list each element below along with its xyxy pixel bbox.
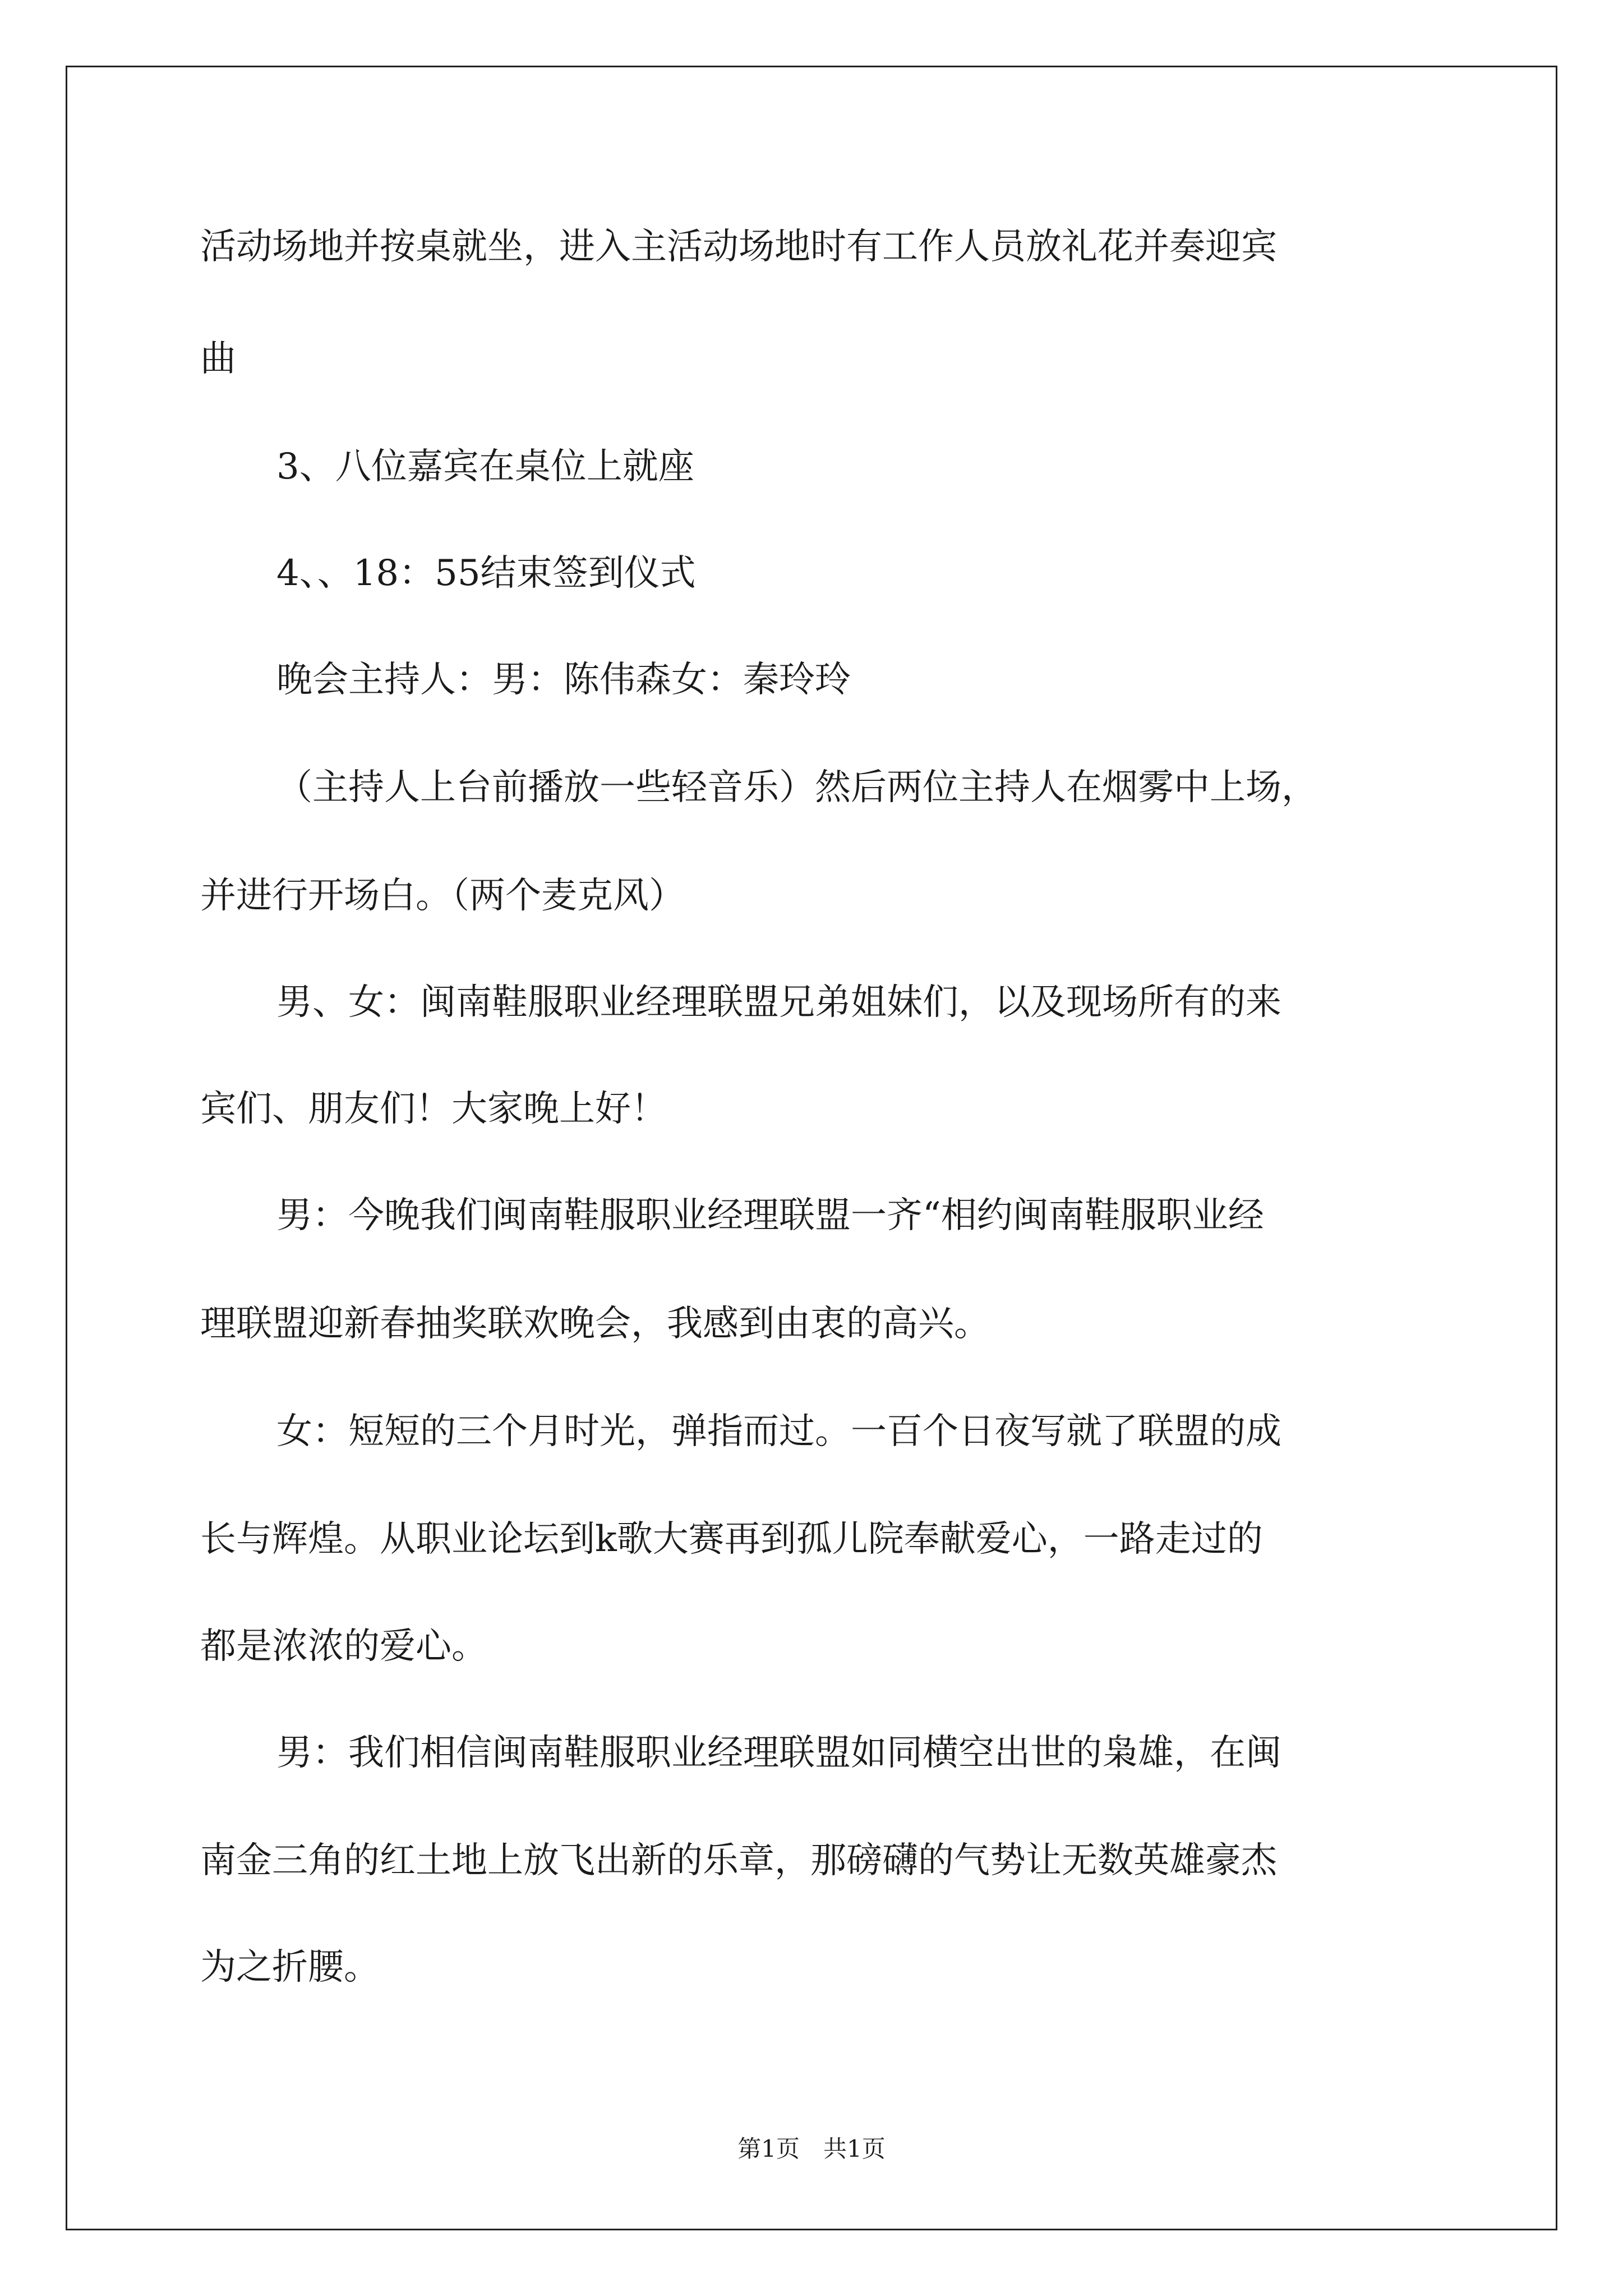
- page-number: 第1页 共1页: [737, 2135, 886, 2162]
- paragraph-line: 男：我们相信闽南鞋服职业经理联盟如同横空出世的枭雄，在闽: [276, 1732, 1281, 1774]
- paragraph-line: 晚会主持人：男：陈伟森女：秦玲玲: [276, 659, 851, 701]
- paragraph-line: 都是浓浓的爱心。: [200, 1626, 487, 1667]
- paragraph-line: 长与辉煌。从职业论坛到k歌大赛再到孤儿院奉献爱心，一路走过的: [200, 1519, 1263, 1560]
- paragraph-line: 3、八位嘉宾在桌位上就座: [276, 446, 694, 487]
- paragraph-line: 活动场地并按桌就坐，进入主活动场地时有工作人员放礼花并奏迎宾: [200, 226, 1277, 268]
- paragraph-line: 为之折腰。: [200, 1947, 380, 1988]
- page-border: [66, 66, 1557, 2230]
- paragraph-line: 4、、18：55结束签到仪式: [276, 553, 696, 594]
- paragraph-line: 男、女：闽南鞋服职业经理联盟兄弟姐妹们，以及现场所有的来: [276, 982, 1281, 1023]
- paragraph-line: 理联盟迎新春抽奖联欢晚会，我感到由衷的高兴。: [200, 1303, 990, 1345]
- paragraph-line: 男：今晚我们闽南鞋服职业经理联盟一齐“相约闽南鞋服职业经: [276, 1195, 1264, 1236]
- paragraph-line: （主持人上台前播放一些轻音乐）然后两位主持人在烟雾中上场，: [276, 767, 1317, 808]
- paragraph-line: 曲: [200, 338, 236, 380]
- paragraph-line: 南金三角的红土地上放飞出新的乐章，那磅礴的气势让无数英雄豪杰: [200, 1840, 1277, 1881]
- paragraph-line: 女：短短的三个月时光，弹指而过。一百个日夜写就了联盟的成: [276, 1411, 1281, 1452]
- paragraph-line: 宾们、朋友们！大家晚上好！: [200, 1088, 667, 1130]
- paragraph-line: 并进行开场白。（两个麦克风）: [200, 875, 685, 917]
